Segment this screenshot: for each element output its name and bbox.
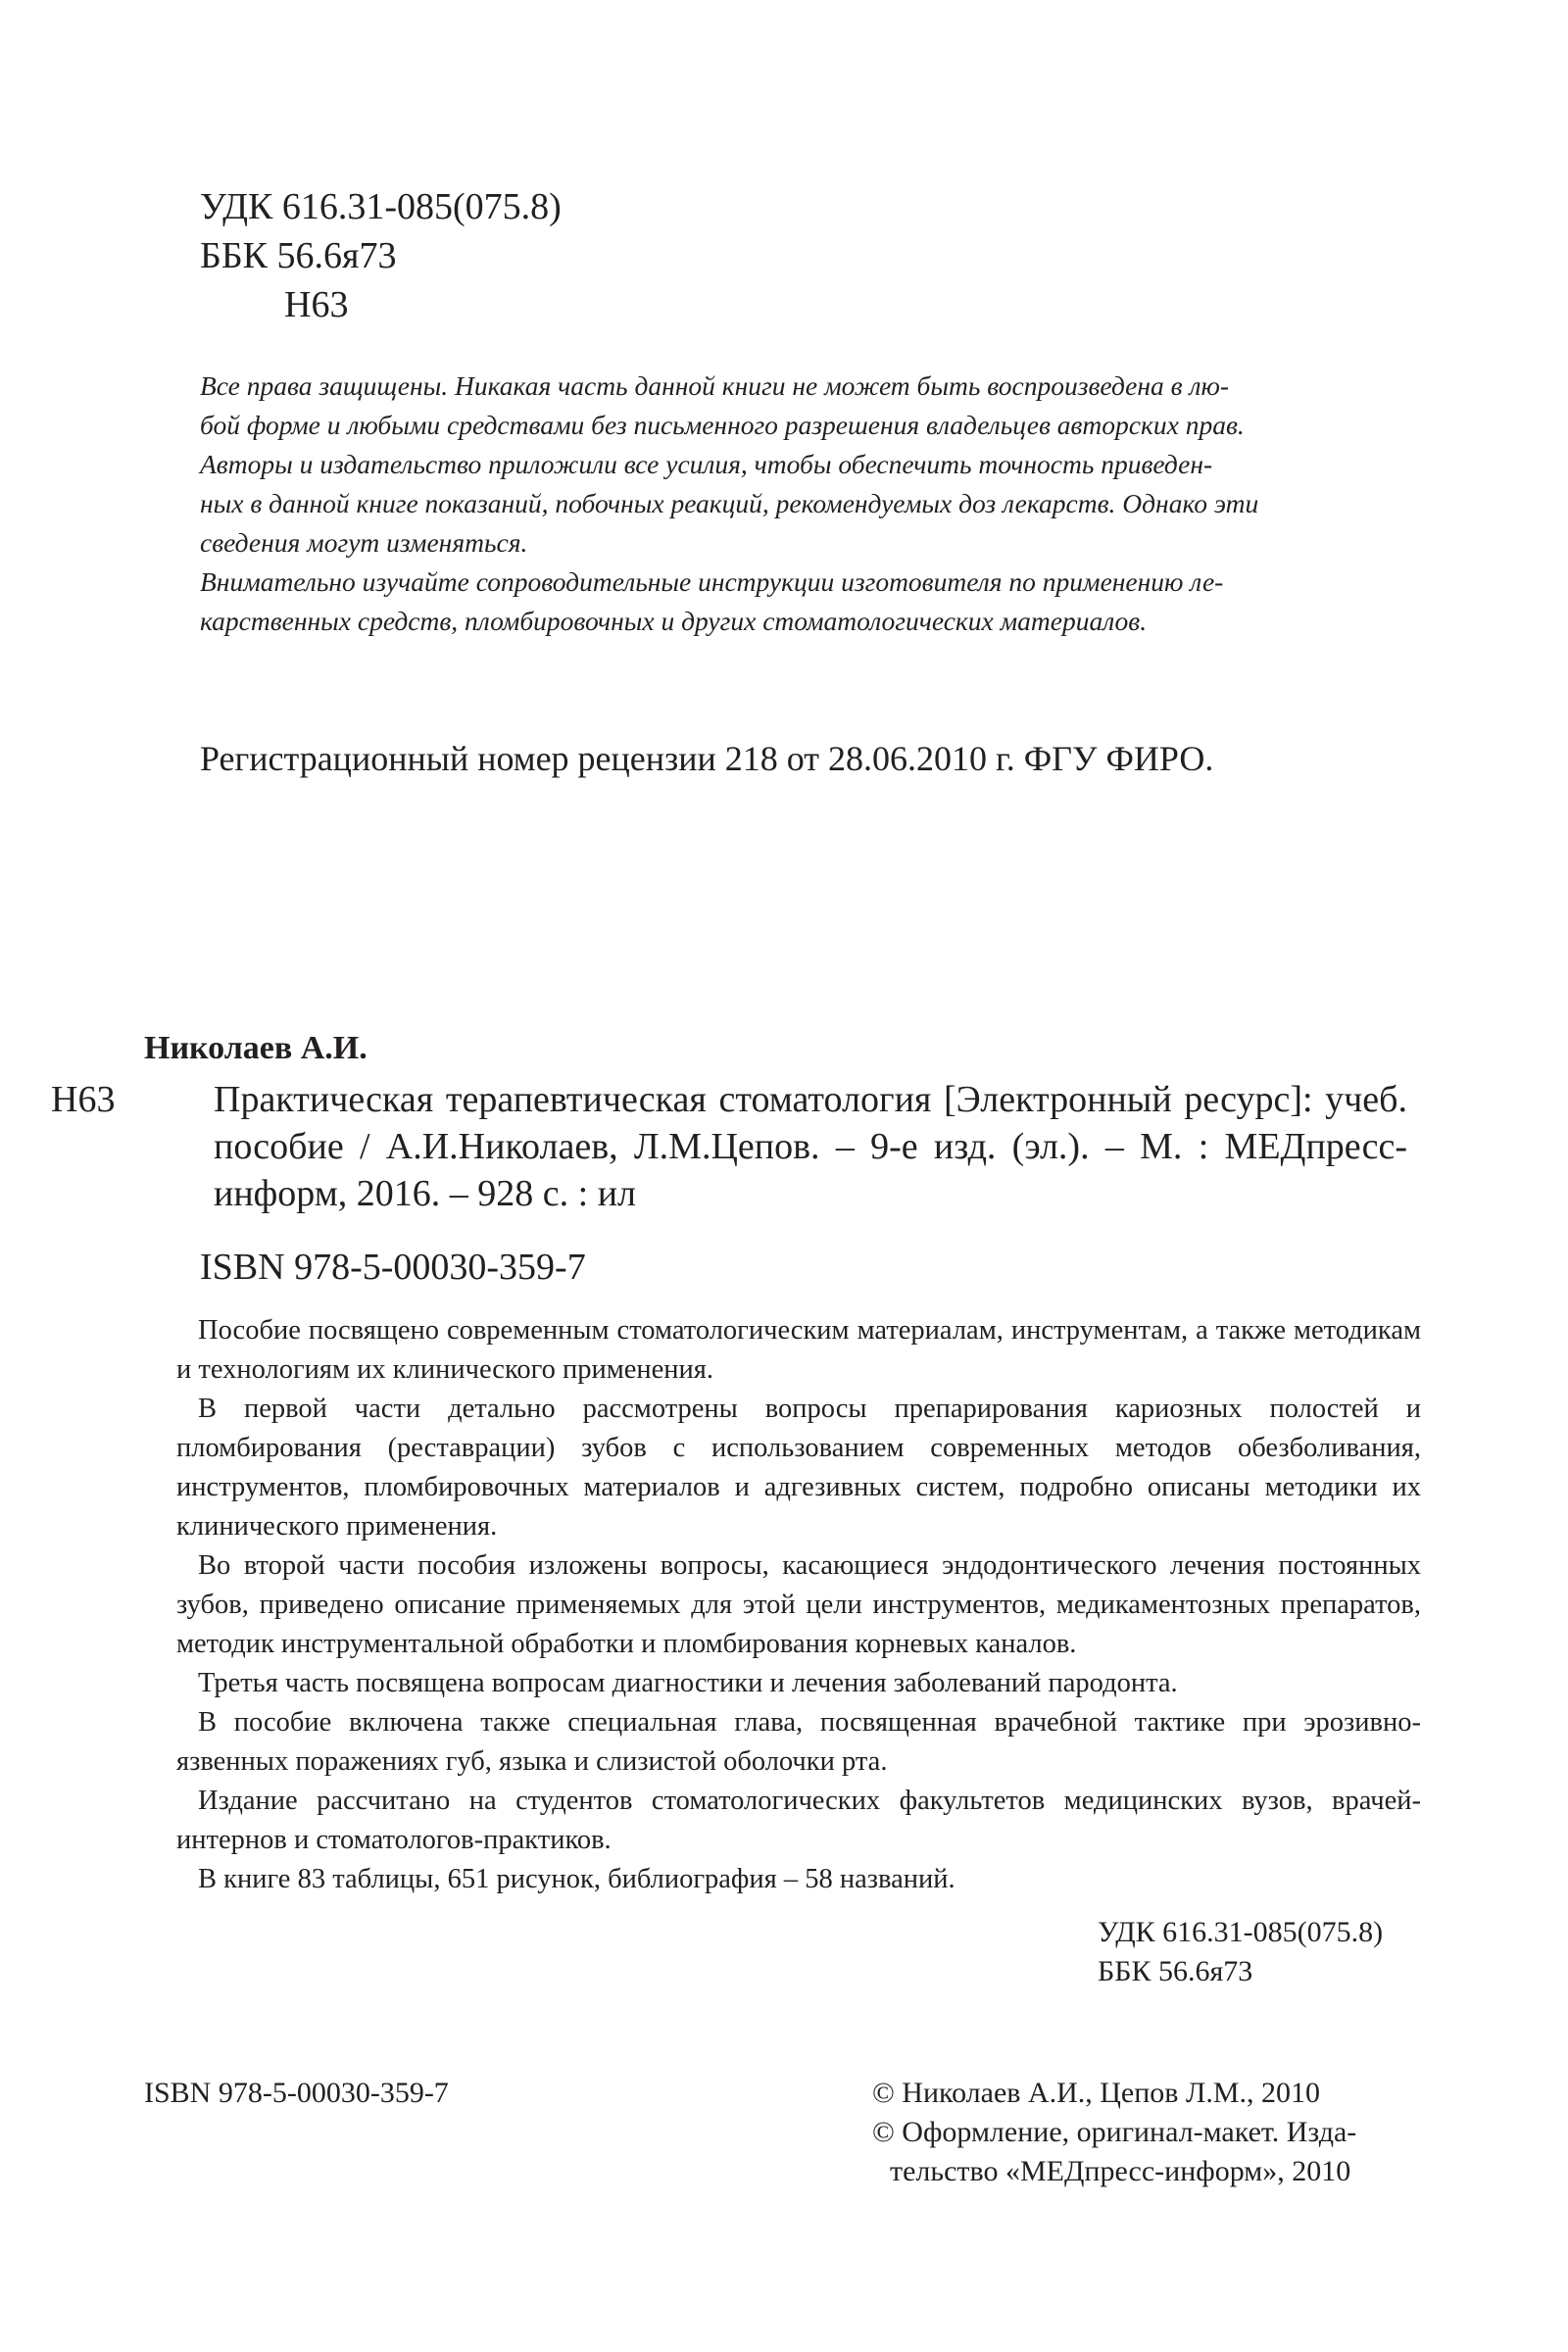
rights-line: сведения могут изменяться. bbox=[200, 527, 528, 558]
copyright-authors: © Николаев А.И., Цепов Л.М., 2010 bbox=[872, 2077, 1320, 2109]
copyright-design-cont: тельство «МЕДпресс-информ», 2010 bbox=[890, 2155, 1351, 2187]
rights-line: карственных средств, пломбировочных и других стоматологических материалов. bbox=[200, 606, 1148, 636]
udk-code: УДК 616.31-085(075.8) bbox=[200, 186, 562, 227]
rights-line: Все права защищены. Никакая часть данной книги не может быть воспроизведена в лю- bbox=[200, 370, 1230, 401]
footer-bbk: ББК 56.6я73 bbox=[1098, 1955, 1253, 1987]
isbn: ISBN 978-5-00030-359-7 bbox=[200, 1247, 586, 1288]
abstract-paragraph: Во второй части пособия изложены вопросы, касающиеся эндодонтического лечения постоянных зубов, приведено описание применяемых для этой цели инструментов, медикаментозных препаратов, методик инструментальной обработки и пломбирования корневых каналов. bbox=[176, 1550, 1421, 1659]
rights-notice bbox=[200, 367, 1407, 641]
author-name: Николаев А.И. bbox=[144, 1030, 368, 1066]
rights-line: Авторы и издательство приложили все усилия, чтобы обеспечить точность приведен- bbox=[200, 449, 1213, 479]
footer-isbn: ISBN 978-5-00030-359-7 bbox=[144, 2077, 449, 2109]
abstract bbox=[176, 1311, 1421, 1899]
abstract-paragraph: Третья часть посвящена вопросам диагностики и лечения заболеваний пародонта. bbox=[198, 1668, 1178, 1698]
record-author-mark: Н63 bbox=[51, 1079, 116, 1120]
abstract-paragraph: Пособие посвящено современным стоматологическим материалам, инструментам, а также методикам и технологиям их клинического применения. bbox=[176, 1315, 1421, 1385]
footer-udk: УДК 616.31-085(075.8) bbox=[1098, 1916, 1384, 1948]
bbk-code: ББК 56.6я73 bbox=[200, 235, 397, 276]
abstract-paragraph: В первой части детально рассмотрены вопросы препарирования кариозных полостей и пломбирования (реставрации) зубов с использованием современных методов обезболивания, инструментов, пломбировочных материалов и адгезивных систем, подробно описаны методики их клинического применения. bbox=[176, 1394, 1421, 1542]
review-number: Регистрационный номер рецензии 218 от 28.06.2010 г. ФГУ ФИРО. bbox=[200, 739, 1214, 778]
copyright-block bbox=[872, 2074, 1421, 2191]
rights-line: Внимательно изучайте сопроводительные инструкции изготовителя по применению ле- bbox=[200, 566, 1224, 597]
copyright-design: © Оформление, оригинал-макет. Изда- bbox=[872, 2116, 1357, 2148]
author-mark: Н63 bbox=[284, 284, 349, 325]
footer-classification bbox=[1098, 1913, 1383, 1991]
bibliographic-description: Практическая терапевтическая стоматология [Электронный ресурс]: учеб. пособие / А.И.Николаев, Л.М.Цепов. – 9-е изд. (эл.). – М. : МЕДпресс-информ, 2016. – 928 с. : ил bbox=[214, 1079, 1407, 1214]
rights-line: бой форме и любыми средствами без письменного разрешения владельцев авторских прав. bbox=[200, 410, 1245, 440]
abstract-paragraph: В пособие включена также специальная глава, посвященная врачебной тактике при эрозивно-язвенных поражениях губ, языка и слизистой оболочки рта. bbox=[176, 1707, 1421, 1777]
rights-line: ных в данной книге показаний, побочных реакций, рекомендуемых доз лекарств. Однако эти bbox=[200, 488, 1259, 518]
abstract-paragraph: В книге 83 таблицы, 651 рисунок, библиография – 58 названий. bbox=[198, 1864, 956, 1894]
abstract-paragraph: Издание рассчитано на студентов стоматологических факультетов медицинских вузов, врачей-интернов и стоматологов-практиков. bbox=[176, 1786, 1421, 1855]
